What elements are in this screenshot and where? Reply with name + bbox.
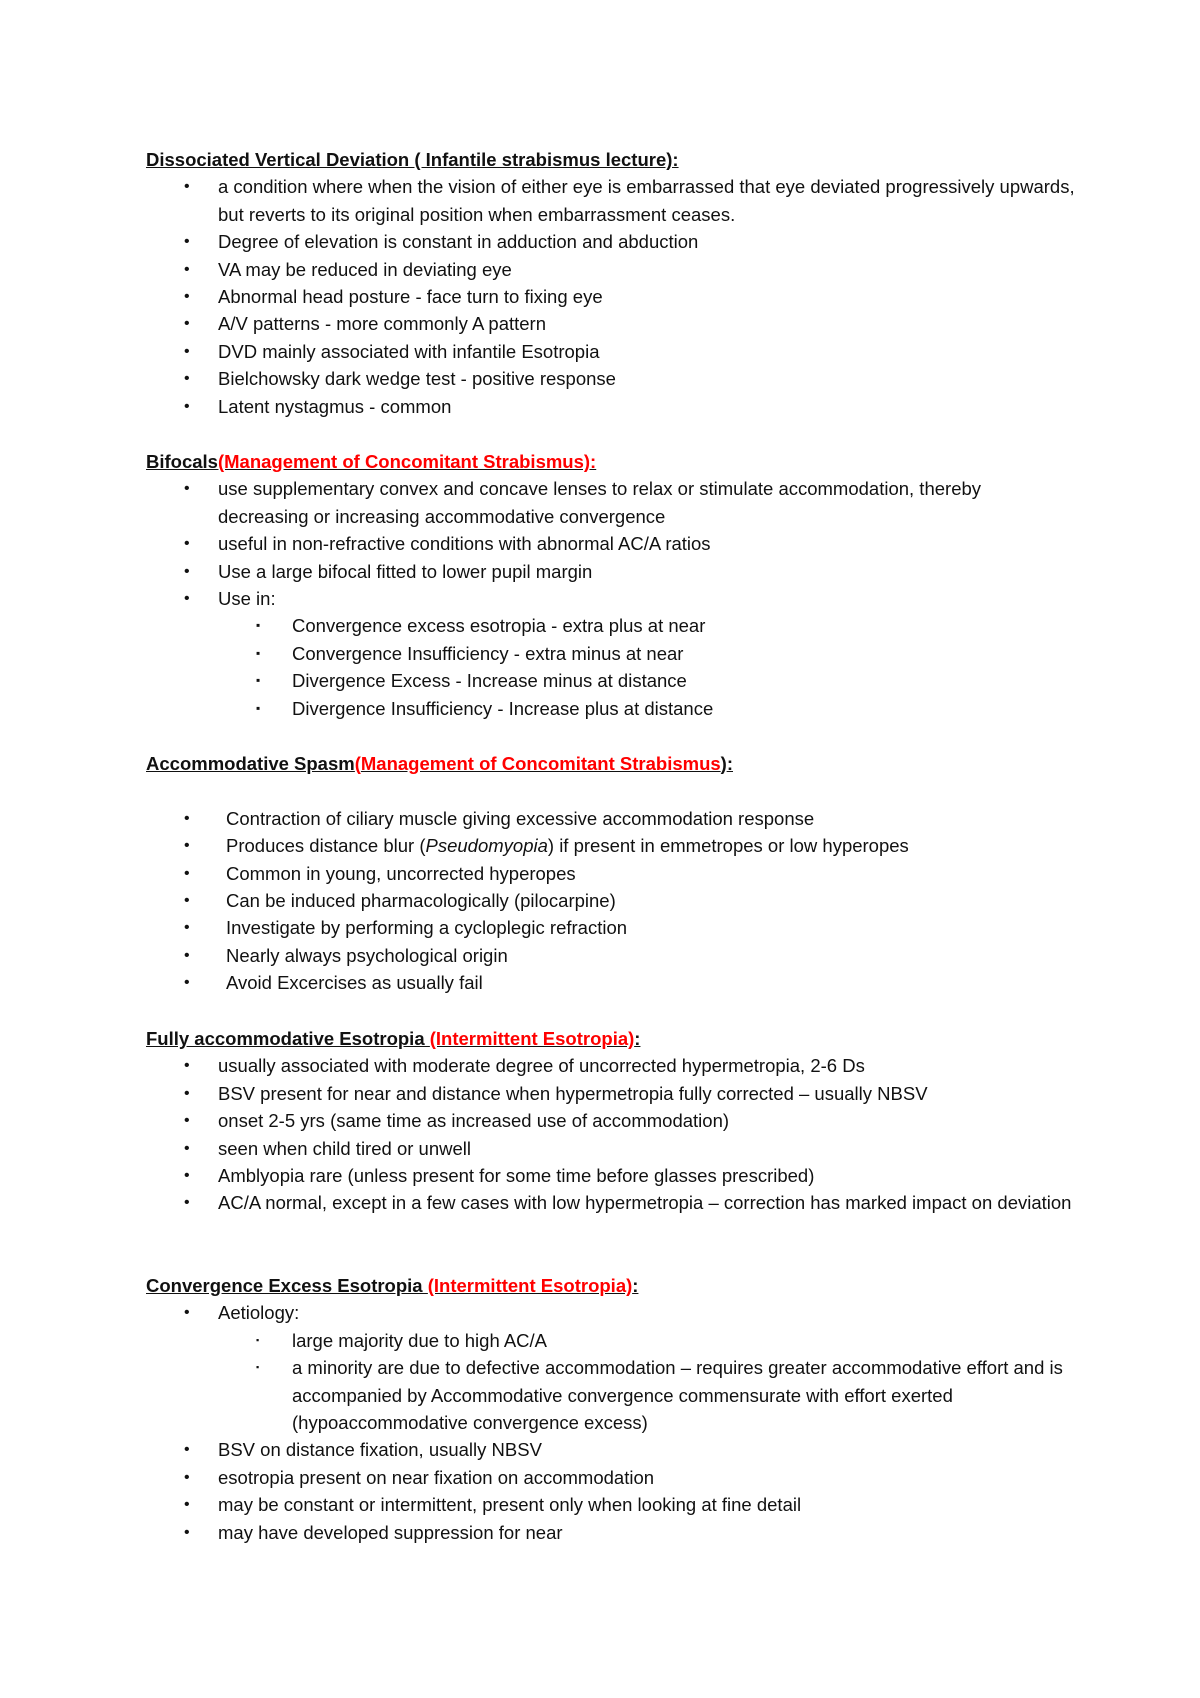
bullet-icon: • [184, 1194, 190, 1212]
sub-list-item: ▪ Divergence Excess - Increase minus at distance [146, 667, 1076, 694]
section-accommodative-spasm [146, 750, 1076, 997]
bullet-icon: • [184, 946, 190, 964]
bullet-list [146, 1299, 1076, 1546]
bullet-icon: • [184, 370, 190, 388]
list-item: • Produces distance blur (Pseudomyopia) if present in emmetropes or low hyperopes [146, 832, 1076, 859]
section-heading: Accommodative Spasm(Management of Concomitant Strabismus): [146, 753, 733, 774]
list-item: • Latent nystagmus - common [146, 393, 1076, 420]
section-heading: Bifocals(Management of Concomitant Strabismus): [146, 451, 597, 472]
list-item: • Use a large bifocal fitted to lower pupil margin [146, 558, 1076, 585]
section-fully-accommodative-esotropia [146, 1025, 1076, 1217]
bullet-icon: • [184, 919, 190, 937]
square-bullet-icon: ▪ [256, 1362, 260, 1373]
square-bullet-icon: ▪ [256, 700, 261, 715]
bullet-icon: • [184, 1139, 190, 1157]
bullet-icon: • [184, 1112, 190, 1130]
list-item: • Common in young, uncorrected hyperopes [146, 860, 1076, 887]
section-heading: Convergence Excess Esotropia (Intermittent Esotropia): [146, 1275, 639, 1296]
list-item: • Degree of elevation is constant in adduction and abduction [146, 228, 1076, 255]
bullet-icon: • [184, 288, 190, 306]
bullet-icon: • [184, 864, 190, 882]
bullet-icon: • [184, 590, 190, 608]
list-item: • useful in non-refractive conditions with abnormal AC/A ratios [146, 530, 1076, 557]
list-item: • may be constant or intermittent, present only when looking at fine detail [146, 1491, 1076, 1518]
section-convergence-excess-esotropia [146, 1272, 1076, 1546]
bullet-icon: • [184, 233, 190, 251]
list-item: • esotropia present on near fixation on accommodation [146, 1464, 1076, 1491]
bullet-icon: • [184, 1304, 190, 1322]
bullet-icon: • [184, 837, 190, 855]
list-item: • Contraction of ciliary muscle giving excessive accommodation response [146, 805, 1076, 832]
bullet-list [146, 475, 1076, 722]
bullet-icon: • [184, 1057, 190, 1075]
bullet-icon: • [184, 1441, 190, 1459]
bullet-icon: • [184, 178, 190, 196]
bullet-icon: • [184, 1468, 190, 1486]
bullet-list [146, 173, 1076, 420]
list-item: • Amblyopia rare (unless present for some time before glasses prescribed) [146, 1162, 1076, 1189]
bullet-icon: • [184, 397, 190, 415]
square-bullet-icon: ▪ [256, 618, 261, 633]
list-item: • VA may be reduced in deviating eye [146, 256, 1076, 283]
list-item: • AC/A normal, except in a few cases with low hypermetropia – correction has marked impact on deviation [146, 1189, 1076, 1216]
list-item: • Use in: [146, 585, 1076, 612]
bullet-icon: • [184, 1167, 190, 1185]
bullet-icon: • [184, 260, 190, 278]
list-item: • Bielchowsky dark wedge test - positive response [146, 365, 1076, 392]
sub-list-item: ▪ Divergence Insufficiency - Increase plus at distance [146, 695, 1076, 722]
bullet-icon: • [184, 892, 190, 909]
bullet-icon: • [184, 1084, 190, 1102]
bullet-list [146, 805, 1076, 997]
list-item: • Avoid Excercises as usually fail [146, 969, 1076, 996]
section-bifocals [146, 448, 1076, 722]
blank-line [146, 777, 1076, 804]
bullet-icon: • [184, 535, 190, 553]
list-item: • A/V patterns - more commonly A pattern [146, 310, 1076, 337]
list-item: • a condition where when the vision of either eye is embarrassed that eye deviated progressively upwards, but reverts to its original position when embarrassment ceases. [146, 173, 1076, 228]
list-item: • use supplementary convex and concave lenses to relax or stimulate accommodation, thereby decreasing or increasing accommodative convergence [146, 475, 1076, 530]
bullet-icon: • [184, 480, 190, 498]
bullet-icon: • [184, 809, 190, 827]
list-item: • Investigate by performing a cycloplegic refraction [146, 914, 1076, 941]
bullet-icon: • [184, 562, 190, 580]
square-bullet-icon: ▪ [256, 645, 261, 660]
heading-text: Dissociated Vertical Deviation ( Infantile strabismus lecture): [146, 149, 679, 170]
bullet-icon: • [184, 974, 190, 992]
list-item: • DVD mainly associated with infantile Esotropia [146, 338, 1076, 365]
section-heading: Fully accommodative Esotropia (Intermittent Esotropia): [146, 1028, 641, 1049]
list-item: • Nearly always psychological origin [146, 942, 1076, 969]
list-item: • may have developed suppression for near [146, 1519, 1076, 1546]
square-bullet-icon: ▪ [256, 1334, 260, 1345]
sub-list-item: ▪ Convergence Insufficiency - extra minus at near [146, 640, 1076, 667]
list-item: • Abnormal head posture - face turn to fixing eye [146, 283, 1076, 310]
list-item: • Can be induced pharmacologically (pilocarpine) [146, 887, 1076, 914]
list-item: • BSV on distance fixation, usually NBSV [146, 1436, 1076, 1463]
section-dissociated-vertical-deviation [146, 146, 1076, 420]
section-heading [146, 146, 1076, 173]
list-item: • usually associated with moderate degree of uncorrected hypermetropia, 2-6 Ds [146, 1052, 1076, 1079]
bullet-icon: • [184, 342, 190, 360]
list-item: • seen when child tired or unwell [146, 1135, 1076, 1162]
sub-list-item: ▪ Convergence excess esotropia - extra plus at near [146, 612, 1076, 639]
sub-list-item: ▪ a minority are due to defective accommodation – requires greater accommodative effort and is accompanied by Accommodative convergence commensurate with effort exerted (hypoaccommodative convergence excess) [146, 1354, 1076, 1436]
bullet-icon: • [184, 1523, 190, 1541]
bullet-icon: • [184, 1496, 190, 1514]
list-item: • BSV present for near and distance when hypermetropia fully corrected – usually NBSV [146, 1080, 1076, 1107]
bullet-list [146, 1052, 1076, 1216]
list-item: • onset 2-5 yrs (same time as increased use of accommodation) [146, 1107, 1076, 1134]
square-bullet-icon: ▪ [256, 673, 261, 688]
bullet-icon: • [184, 315, 190, 333]
list-item: • Aetiology: [146, 1299, 1076, 1326]
sub-list-item: ▪ large majority due to high AC/A [146, 1327, 1076, 1354]
